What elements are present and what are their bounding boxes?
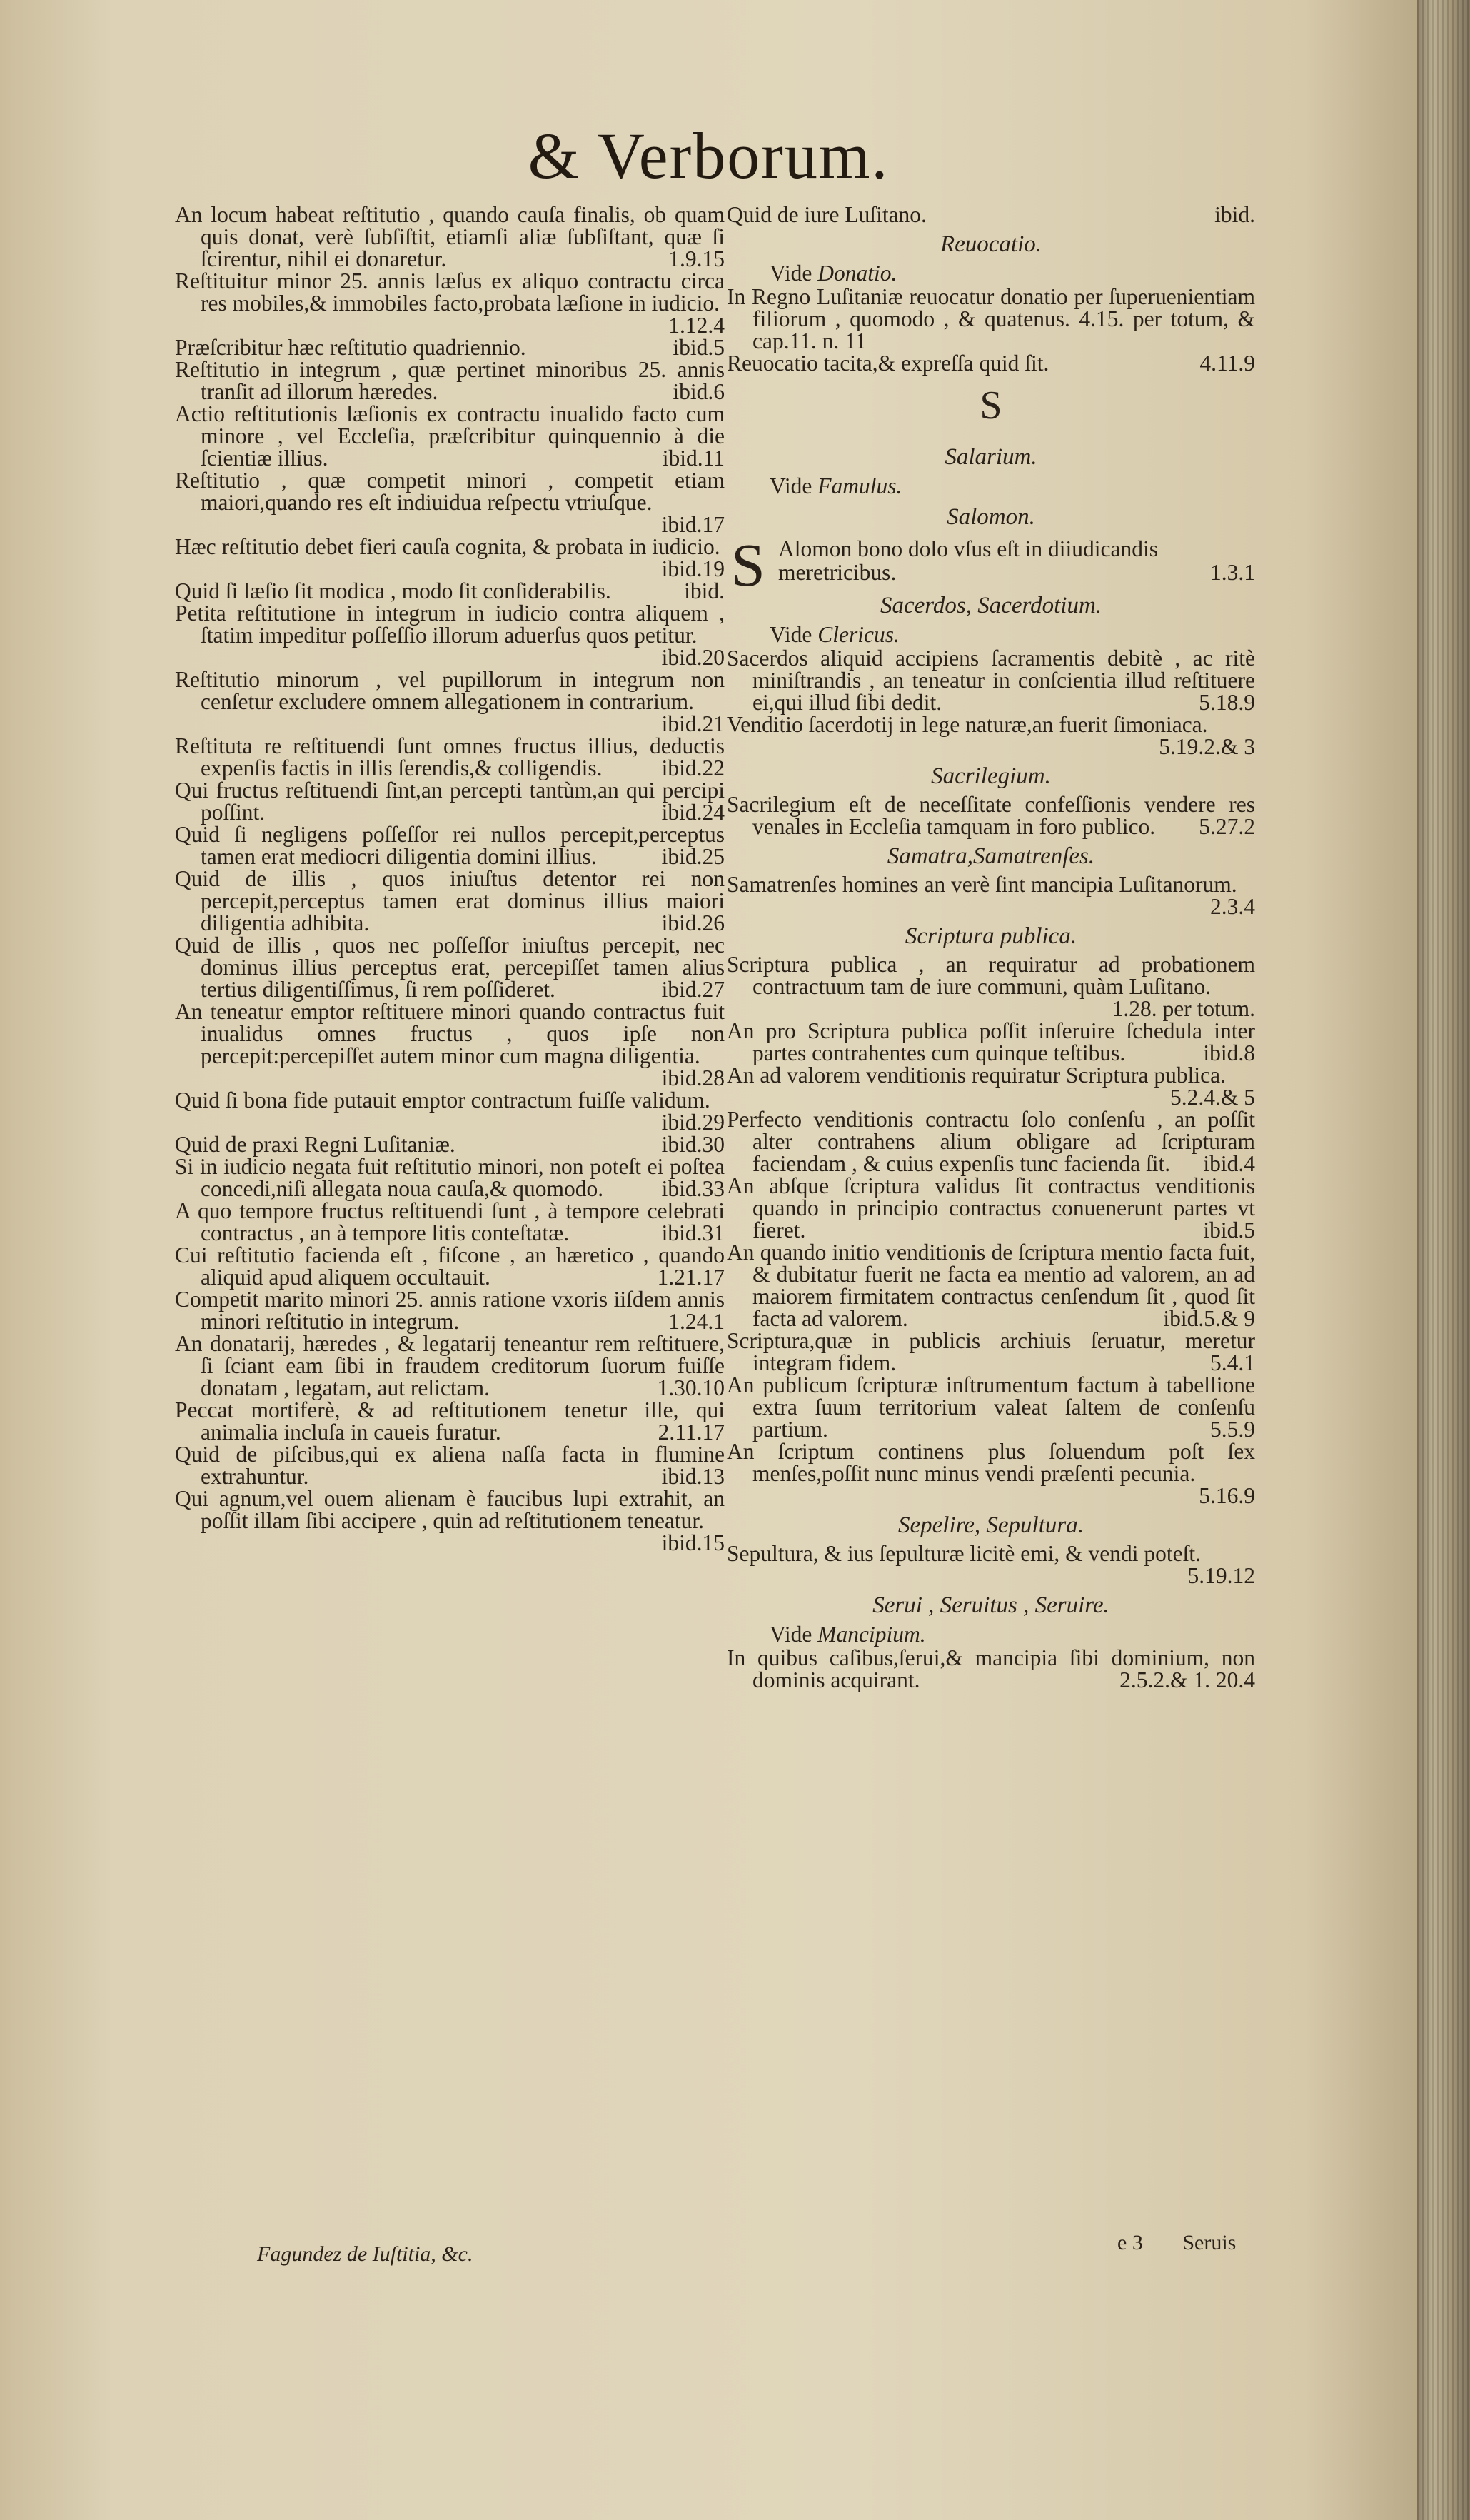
index-entry [175,1332,725,1399]
index-entry [175,1089,725,1133]
entry-reference: ibid.15 [661,1530,725,1555]
index-entry [727,873,1255,918]
vide-prefix: Vide [770,473,818,498]
entry-reference: ibid.24 [661,800,725,825]
index-entry [175,358,725,403]
entry-text: Petita reſtitutione in integrum in iudicio contra aliquem , ſtatim impeditur poſſeſſio illorum aduerſus quos petitur. [175,601,725,648]
section-heading: Salarium. [945,444,1037,470]
signature-mark: e 3 [1117,2231,1143,2254]
entry-reference: ibid.22 [661,756,725,780]
entry-text: An locum habeat reſtitutio , quando cauſa finalis, ob quam quis donat, verè ſubſiſtit, etiamſi aliæ ſubſiſtant, quæ ſi ſcirentur, nihil ei donaretur. [175,202,725,271]
entry-reference: ibid.27 [661,977,725,1002]
entry-text: Reſtitutio minorum , vel pupillorum in integrum non cenſetur excludere omnem allegationem in contrarium. [175,667,725,714]
entry-reference: ibid.33 [661,1176,725,1201]
entry-text: Perfecto venditionis contractu ſolo conſenſu , an poſſit alter contrahens alium obligare ad ſcripturam faciendam , & cuius expenſis tunc facienda ſit. [727,1107,1255,1176]
index-entry [727,1647,1255,1691]
entry-text: An pro Scriptura publica poſſit inſeruire ſchedula inter partes contrahentes cum quinque teſtibus. [727,1018,1255,1065]
right-column [727,204,1255,1691]
page-header: & Verborum. [528,119,890,192]
cross-reference [727,1622,1255,1647]
entry-reference: ibid.26 [661,910,725,935]
section-heading: Serui , Seruitus , Seruire. [872,1592,1109,1618]
entry-text: Quid de praxi Regni Luſitaniæ. [175,1132,455,1157]
index-entry [175,1155,725,1200]
drop-cap: S [731,531,765,599]
entry-text: Alomon bono dolo vſus eſt in diiudicandis meretricibus. [778,536,1158,585]
entry-reference: ibid.30 [661,1132,725,1157]
entry-reference: ibid. [684,578,725,603]
entry-reference: ibid.19 [661,556,725,581]
entry-reference: ibid.5.& 9 [1163,1306,1255,1331]
section-heading: Salomon. [947,504,1035,530]
entry-text: Scriptura publica , an requiratur ad probationem contractuum tam de iure communi, quàm Luſitano. [727,952,1255,999]
index-entry [727,647,1255,713]
index-entry [175,1000,725,1089]
index-entry [727,1542,1255,1587]
entry-reference: 5.5.9 [1210,1417,1255,1442]
entry-text: Sepultura, & ius ſepulturæ licitè emi, & vendi poteſt. [727,1541,1202,1566]
vide-term: Famulus. [817,473,902,498]
entry-reference: ibid.17 [661,512,725,537]
entry-reference: 2.3.4 [1210,894,1255,919]
cross-reference [727,474,1255,498]
entry-reference: 5.18.9 [1199,690,1255,715]
entry-text: Samatrenſes homines an verè ſint mancipia Luſitanorum. [727,872,1237,897]
entry-reference: ibid.28 [661,1065,725,1090]
index-entry [727,953,1255,1020]
index-entry [727,1020,1255,1064]
entry-text: In Regno Luſitaniæ reuocatur donatio per ſuperuenientiam filiorum , quomodo , & quatenus. 4.15. per totum, & cap.11. n. 11 [727,284,1255,353]
entry-text: An ad valorem venditionis requiratur Scriptura publica. [727,1063,1226,1088]
entry-text: Quid de illis , quos iniuſtus detentor rei non percepit,perceptus tamen erat dominus illius maiori diligentia adhibita. [175,866,725,935]
index-entry [175,1399,725,1443]
entry-text: An teneatur emptor reſtituere minori quando contractus fuit inualidus omnes fructus , quos ipſe non percepit:percepiſſet autem minor cum magna diligentia. [175,999,725,1068]
entry-reference: ibid.13 [661,1464,725,1489]
index-entry [175,204,725,270]
index-entry [175,270,725,336]
vide-term: Donatio. [817,261,897,286]
entry-text: In quibus caſibus,ſerui,& mancipia ſibi dominium, non dominis acquirant. [727,1645,1255,1692]
entry-text: Peccat mortiferè, & ad reſtitutionem tenetur ille, qui animalia incluſa in caueis furatur. [175,1397,725,1445]
entry-text: Actio reſtitutionis læſionis ex contractu inualido facto cum minore , vel Eccleſia, præſcribitur quinquennio à die ſcientiæ illius. [175,401,725,471]
cross-reference [727,623,1255,647]
section-heading: Reuocatio. [940,231,1042,257]
entry-reference: 1.12.4 [668,313,725,338]
entry-text: Quid de iure Luſitano. [727,202,927,227]
entry-text: A quo tempore fructus reſtituendi ſunt , à tempore celebrati contractus , an à tempore litis conteſtatæ. [175,1198,725,1245]
entry-text: Qui fructus reſtituendi ſint,an percepti tantùm,an qui percipi poſſint. [175,778,725,825]
entry-reference: ibid.8 [1203,1040,1255,1065]
entry-text: Scriptura,quæ in publicis archiuis ſeruatur, meretur integram fidem. [727,1328,1255,1375]
index-entry [727,713,1255,758]
entry-text: Reſtituta re reſtituendi ſunt omnes fructus illius, deductis expenſis factis in illis ſerendis,& colligendis. [175,733,725,780]
left-column [175,204,725,1554]
index-entry [727,1440,1255,1507]
index-entry [727,352,1255,374]
index-entry [175,403,725,469]
entry-reference: ibid.11 [662,446,725,471]
vide-prefix: Vide [770,622,818,647]
entry-reference: ibid.25 [661,844,725,869]
entry-reference: ibid.5 [1203,1218,1255,1243]
index-entry [175,536,725,580]
index-entry [175,735,725,779]
catchword: Seruis [1182,2231,1237,2254]
entry-reference: ibid.20 [661,645,725,670]
entry-text: Sacrilegium eſt de neceſſitate confeſſionis vendere res venales in Eccleſia tamquam in foro publico. [727,792,1255,839]
entry-text: Qui agnum,vel ouem alienam è faucibus lupi extrahit, an poſſit illam ſibi accipere , quin ad reſtitutionem teneatur. [175,1486,725,1533]
index-entry [175,1443,725,1487]
entry-text: An ſcriptum continens plus ſoluendum poſt ſex menſes,poſſit nunc minus vendi præſenti pecunia. [727,1439,1255,1486]
index-entry [727,1330,1255,1374]
entry-reference: 5.27.2 [1199,814,1255,839]
entry-text: Venditio ſacerdotij in lege naturæ,an fuerit ſimoniaca. [727,712,1208,737]
index-entry [175,1244,725,1288]
entry-text: An quando initio venditionis de ſcriptura mentio facta fuit, & dubitatur fuerit ne facta ea mentio ad valorem, an ad maiorem firmitatem contractus cenſendum ſit , quod ſit facta ad valorem. [727,1240,1255,1331]
section-heading: Sacerdos, Sacerdotium. [880,593,1102,618]
entry-text: Cui reſtitutio facienda eſt , fiſcone , an hæretico , quando aliquid apud aliquem occultauit. [175,1243,725,1290]
index-entry [727,286,1255,352]
entry-text: Quid de piſcibus,qui ex aliena naſſa facta in flumine extrahuntur. [175,1442,725,1489]
index-entry [727,1241,1255,1330]
entry-reference: 5.19.2.& 3 [1159,734,1255,759]
index-entry [175,1487,725,1554]
signature-line [1117,2231,1260,2255]
entry-text: Quid ſi bona fide putauit emptor contractum fuiſſe validum. [175,1088,710,1113]
entry-text: Quid ſi læſio ſit modica , modo ſit conſiderabilis. [175,578,611,603]
entry-text: An publicum ſcripturæ inſtrumentum factum à tabellione extra ſuum territorium valeat ſaltem de conſenſu partium. [727,1372,1255,1442]
index-entry [175,1288,725,1332]
index-entry [175,934,725,1000]
vide-prefix: Vide [770,261,818,286]
entry-reference: ibid.31 [661,1220,725,1245]
entry-reference: 1.28. per totum. [1112,996,1255,1021]
entry-text: Si in iudicio negata fuit reſtitutio minori, non poteſt ei poſtea concedi,niſi allegata noua cauſa,& quomodo. [175,1154,725,1201]
entry-text: Reuocatio tacita,& expreſſa quid ſit. [727,351,1049,376]
entry-reference: 1.3.1 [1210,560,1255,585]
index-entry [175,469,725,536]
section-letter: S [980,383,1002,428]
index-entry [175,1200,725,1244]
page-edge-lines [1417,0,1470,2520]
entry-text: Reſtituitur minor 25. annis læſus ex aliquo contractu circa res mobiles,& immobiles facto,probata læſione in iudicio. [175,268,725,316]
index-entry [727,531,1255,599]
entry-reference: 5.19.12 [1187,1563,1255,1588]
entry-reference: 1.30.10 [657,1375,725,1400]
section-heading: Samatra,Samatrenſes. [887,843,1095,869]
section-heading: Sacrilegium. [931,763,1051,789]
entry-reference: 2.5.2.& 1. 20.4 [1119,1667,1255,1692]
index-entry [727,1374,1255,1440]
entry-reference: ibid.5 [673,335,725,360]
cross-reference [727,261,1255,286]
index-entry [727,1175,1255,1241]
index-entry [175,1133,725,1155]
index-entry [175,580,725,602]
entry-text: Hæc reſtitutio debet fieri cauſa cognita, & probata in iudicio. [175,534,720,559]
entry-reference: ibid.6 [673,379,725,404]
vide-prefix: Vide [770,1622,818,1647]
index-entry [175,336,725,358]
vide-term: Clericus. [817,622,900,647]
vide-term: Mancipium. [817,1622,926,1647]
entry-reference: 5.2.4.& 5 [1169,1085,1255,1110]
entry-reference: ibid.4 [1203,1151,1255,1176]
section-heading: Scriptura publica. [905,923,1077,949]
entry-reference: 5.16.9 [1199,1483,1255,1508]
entry-text: Sacerdos aliquid accipiens ſacramentis debitè , ac ritè miniſtrandis , an teneatur in conſcientia illud reſtituere ei,qui illud ſibi dedit. [727,646,1255,715]
index-entry [175,779,725,823]
entry-reference: 5.4.1 [1210,1350,1255,1375]
index-entry [175,823,725,868]
entry-text: An abſque ſcriptura validus ſit contractus venditionis quando in principio contractus conuenerunt partes vt fieret. [727,1173,1255,1243]
index-entry [727,204,1255,226]
entry-text: Quid de illis , quos nec poſſeſſor iniuſtus percepit, nec dominus illius perceptus erat, percepiſſet tamen alius tertius diligentiſſimus, ſi rem poſſideret. [175,933,725,1002]
entry-text: An donatarij, hæredes , & legatarij teneantur rem reſtituere, ſi ſciant eam ſibi in fraudem creditorum ſuorum fuiſſe donatam , legatam, aut relictam. [175,1331,725,1400]
entry-reference: 1.21.17 [657,1265,725,1290]
entry-text: Reſtitutio , quæ competit minori , competit etiam maiori,quando res eſt indiuidua reſpectu vtriuſque. [175,468,725,515]
running-footer: Fagundez de Iuſtitia, &c. [257,2242,473,2266]
entry-reference: ibid.29 [661,1110,725,1135]
entry-reference: ibid. [1214,202,1255,227]
entry-reference: 1.24.1 [668,1309,725,1334]
entry-text: Quid ſi negligens poſſeſſor rei nullos percepit,perceptus tamen erat mediocri diligentia domini illius. [175,822,725,869]
entry-reference: 4.11.9 [1199,351,1255,376]
entry-text: Præſcribitur hæc reſtitutio quadriennio. [175,335,526,360]
entry-text: Competit marito minori 25. annis ratione vxoris iiſdem annis minori reſtitutio in integrum. [175,1287,725,1334]
index-entry [727,1064,1255,1108]
index-entry [727,793,1255,838]
index-entry [727,1108,1255,1175]
entry-reference: 1.9.15 [668,246,725,271]
entry-reference: ibid.21 [661,711,725,736]
entry-text: Reſtitutio in integrum , quæ pertinet minoribus 25. annis tranſit ad illorum hæredes. [175,357,725,404]
index-entry [175,668,725,735]
index-entry [175,868,725,934]
index-entry [175,602,725,668]
section-heading: Sepelire, Sepultura. [898,1512,1084,1538]
entry-reference: 2.11.17 [658,1420,725,1445]
